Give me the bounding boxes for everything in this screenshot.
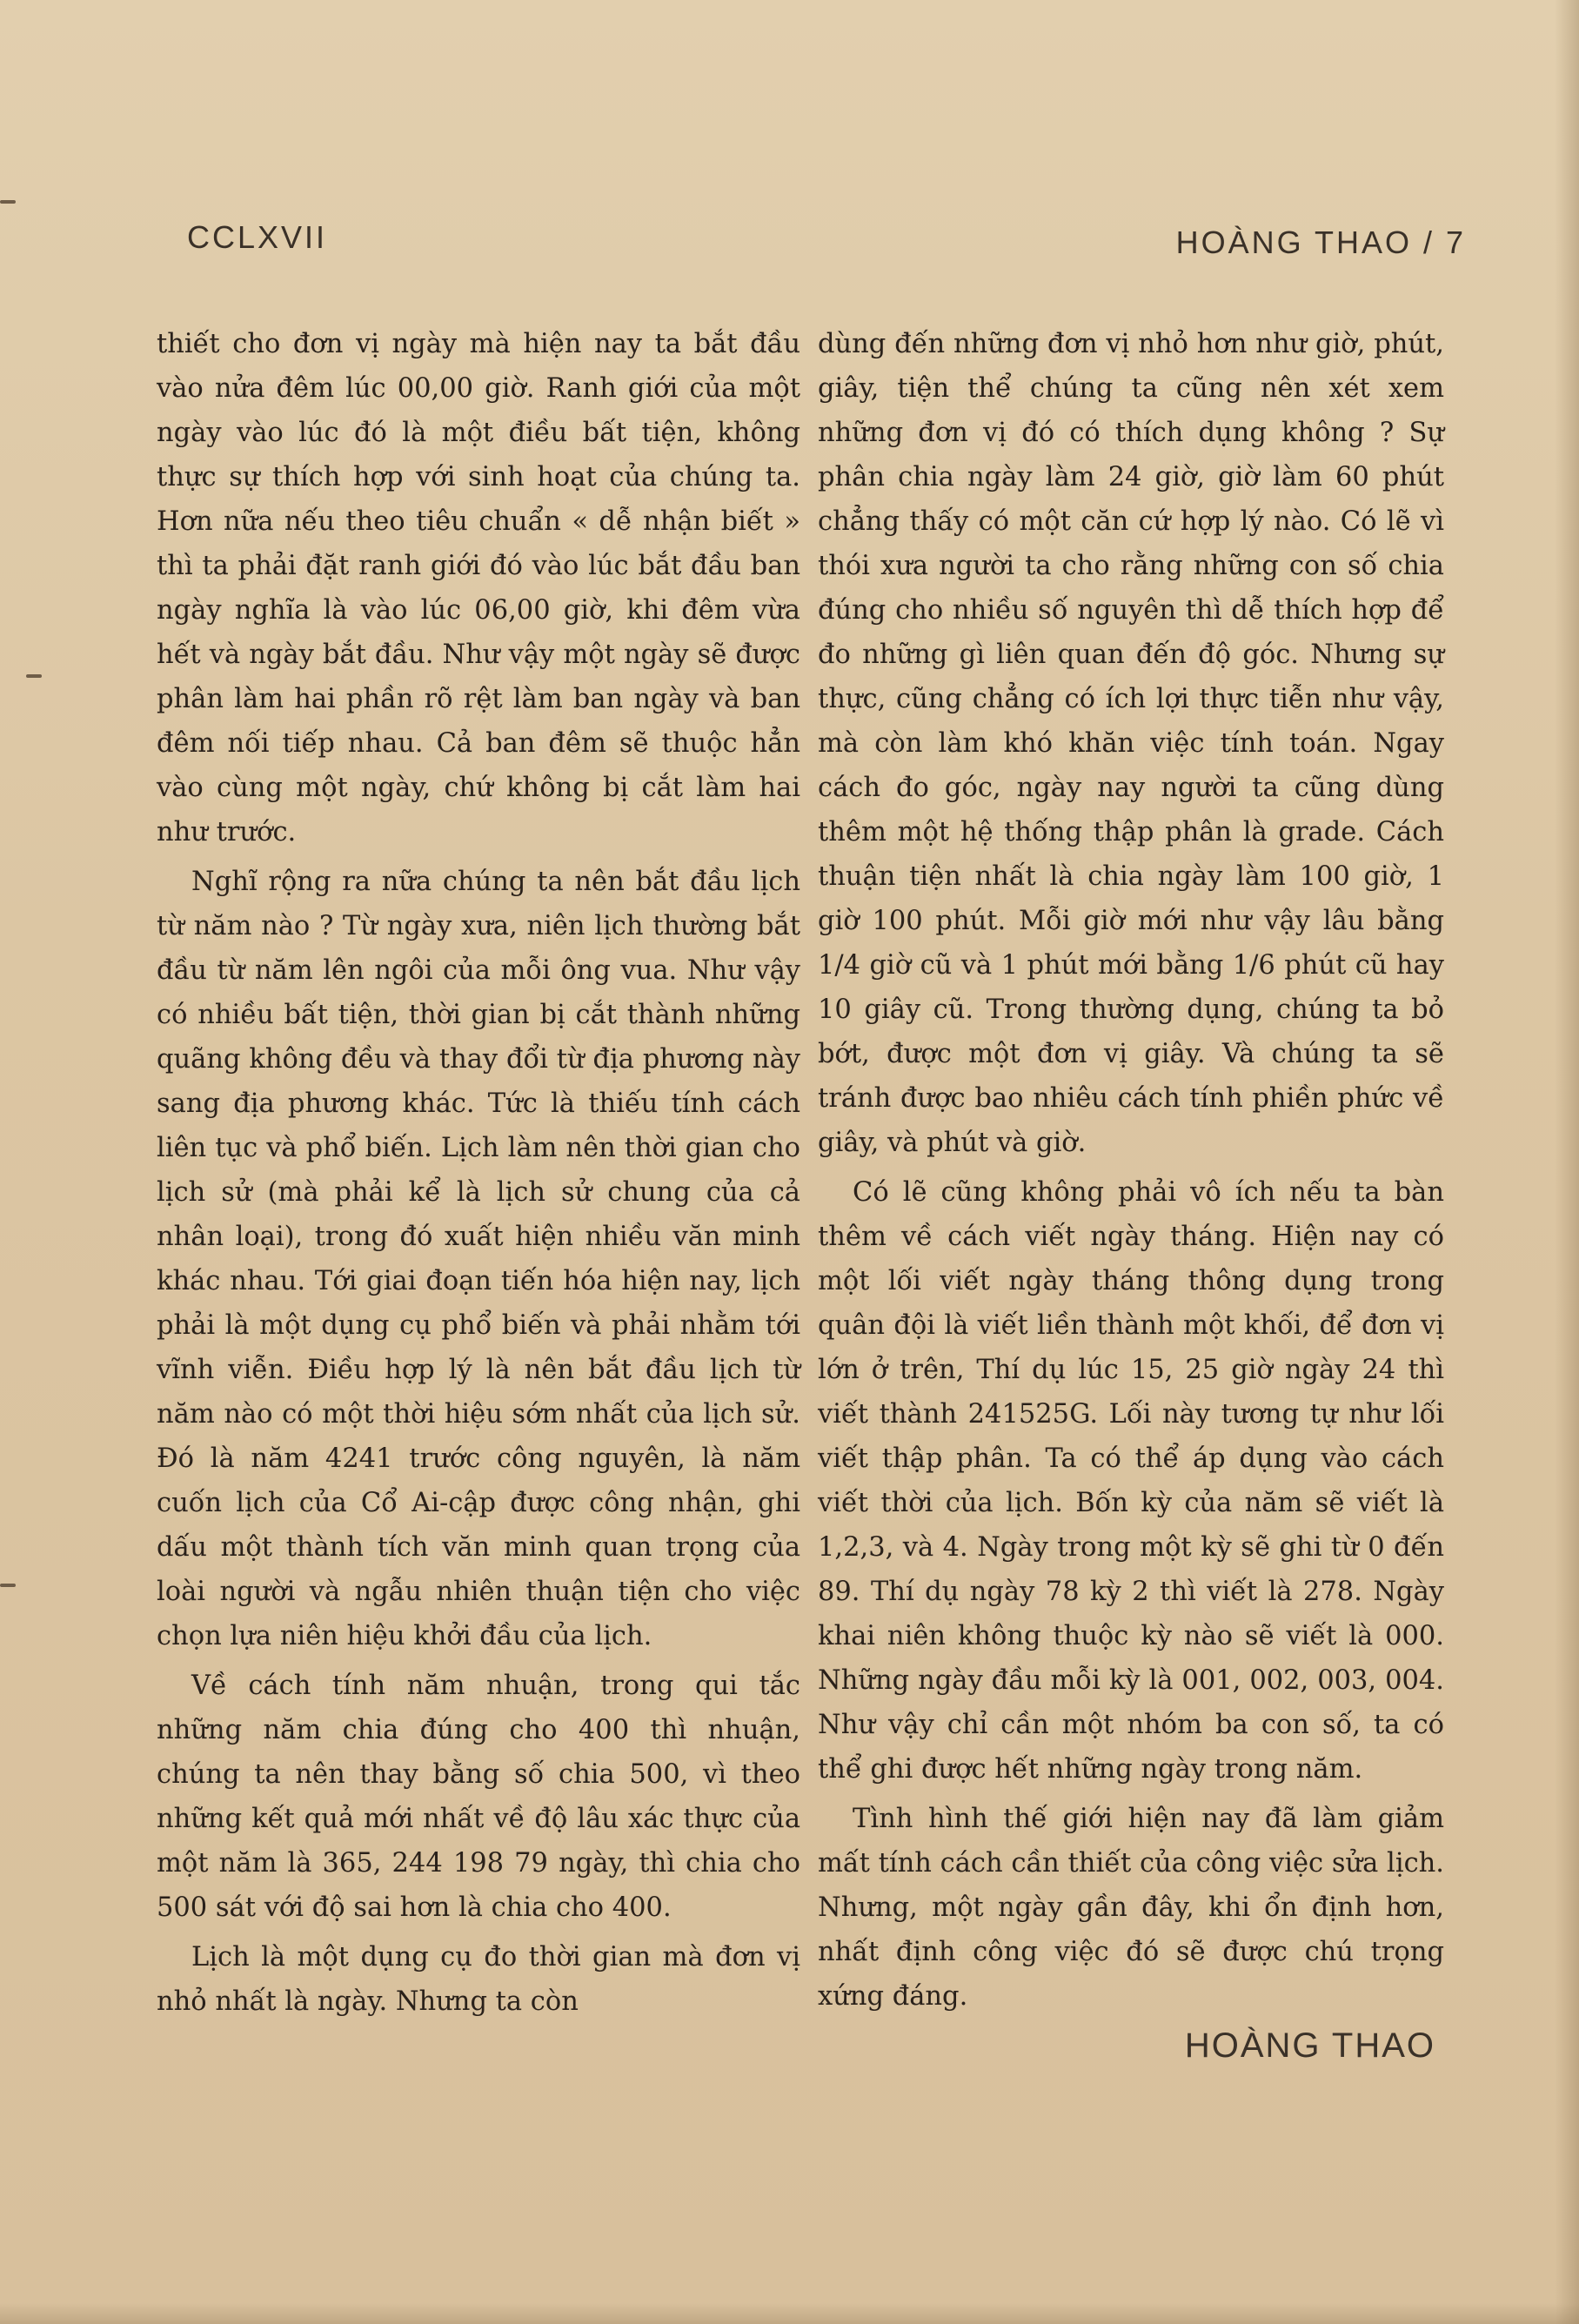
running-header [187, 219, 1466, 271]
binding-mark [0, 1584, 16, 1587]
paragraph: Có lẽ cũng không phải vô ích nếu ta bàn thêm về cách viết ngày tháng. Hiện nay có một lối viết ngày tháng thông dụng trong quân đội là viết liền thành một khối, để đơn vị lớn ở trên, Thí dụ lúc 15, 25 giờ ngày 24 thì viết thành 241525G. Lối này tương tự như lối viết thập phân. Ta có thể áp dụng vào cách viết thời của lịch. Bốn kỳ của năm sẽ viết là 1,2,3, và 4. Ngày trong một kỳ sẽ ghi từ 0 đến 89. Thí dụ ngày 78 kỳ 2 thì viết là 278. Ngày khai niên không thuộc kỳ nào sẽ viết là 000. Những ngày đầu mỗi kỳ là 001, 002, 003, 004. Như vậy chỉ cần một nhóm ba con số, ta có thể ghi được hết những ngày trong năm. [818, 1177, 1444, 1785]
paragraph: Tình hình thế giới hiện nay đã làm giảm mất tính cách cần thiết của công việc sửa lịch. Nhưng, một ngày gần đây, khi ổn định hơn, nhất định công việc đó sẽ được chú trọng xứng đáng. [818, 1804, 1444, 2012]
paragraph: Lịch là một dụng cụ đo thời gian mà đơn vị nhỏ nhất là ngày. Nhưng ta còn [157, 1942, 800, 2017]
binding-mark [26, 674, 42, 678]
page-edge-shadow [1555, 0, 1579, 2324]
left-column [157, 322, 800, 2029]
author-page-number: HOÀNG THAO / 7 [1175, 224, 1466, 260]
right-column [818, 322, 1444, 2068]
paragraph: dùng đến những đơn vị nhỏ hơn như giờ, phút, giây, tiện thể chúng ta cũng nên xét xem những đơn vị đó có thích dụng không ? Sự phân chia ngày làm 24 giờ, giờ làm 60 phút chẳng thấy có một căn cứ hợp lý nào. Có lẽ vì thói xưa người ta cho rằng những con số chia đúng cho nhiều số nguyên thì dễ thích hợp để đo những gì liên quan đến độ góc. Nhưng sự thực, cũng chẳng có ích lợi thực tiễn như vậy, mà còn làm khó khăn việc tính toán. Ngay cách đo góc, ngày nay người ta cũng dùng thêm một hệ thống thập phân là grade. Cách thuận tiện nhất là chia ngày làm 100 giờ, 1 giờ 100 phút. Mỗi giờ mới như vậy lâu bằng 1/4 giờ cũ và 1 phút mới bằng 1/6 phút cũ hay 10 giây cũ. Trong thường dụng, chúng ta bỏ bớt, được một đơn vị giây. Và chúng ta sẽ tránh được bao nhiêu cách tính phiền phức về giây, và phút và giờ. [818, 329, 1444, 1158]
binding-mark [0, 200, 16, 204]
page-bottom-shadow [0, 2303, 1579, 2324]
paragraph: Về cách tính năm nhuận, trong qui tắc những năm chia đúng cho 400 thì nhuận, chúng ta nên thay bằng số chia 500, vì theo những kết quả mới nhất về độ lâu xác thực của một năm là 365, 244 198 79 ngày, thì chia cho 500 sát với độ sai hơn là chia cho 400. [157, 1671, 800, 1923]
paragraph: Nghĩ rộng ra nữa chúng ta nên bắt đầu lịch từ năm nào ? Từ ngày xưa, niên lịch thường bắt đầu từ năm lên ngôi của mỗi ông vua. Như vậy có nhiều bất tiện, thời gian bị cắt thành những quãng không đều và thay đổi từ địa phương này sang địa phương khác. Tức là thiếu tính cách liên tục và phổ biến. Lịch làm nên thời gian cho lịch sử (mà phải kể là lịch sử chung của cả nhân loại), trong đó xuất hiện nhiều văn minh khác nhau. Tới giai đoạn tiến hóa hiện nay, lịch phải là một dụng cụ phổ biến và phải nhằm tới vĩnh viễn. Điều hợp lý là nên bắt đầu lịch từ năm nào có một thời hiệu sớm nhất của lịch sử. Đó là năm 4241 trước công nguyên, là năm cuốn lịch của Cổ Ai-cập được công nhận, ghi dấu một thành tích văn minh quan trọng của loài người và ngẫu nhiên thuận tiện cho việc chọn lựa niên hiệu khởi đầu của lịch. [157, 867, 800, 1651]
author-signature: HOÀNG THAO [1184, 2026, 1435, 2065]
paragraph: thiết cho đơn vị ngày mà hiện nay ta bắt đầu vào nửa đêm lúc 00,00 giờ. Ranh giới của một ngày vào lúc đó là một điều bất tiện, không thực sự thích hợp với sinh hoạt của chúng ta. Hơn nữa nếu theo tiêu chuẩn « dễ nhận biết » thì ta phải đặt ranh giới đó vào lúc bắt đầu ban ngày nghĩa là vào lúc 06,00 giờ, khi đêm vừa hết và ngày bắt đầu. Như vậy một ngày sẽ được phân làm hai phần rõ rệt làm ban ngày và ban đêm nối tiếp nhau. Cả ban đêm sẽ thuộc hẳn vào cùng một ngày, chứ không bị cắt làm hai như trước. [157, 329, 800, 847]
issue-number: CCLXVII [187, 219, 328, 255]
